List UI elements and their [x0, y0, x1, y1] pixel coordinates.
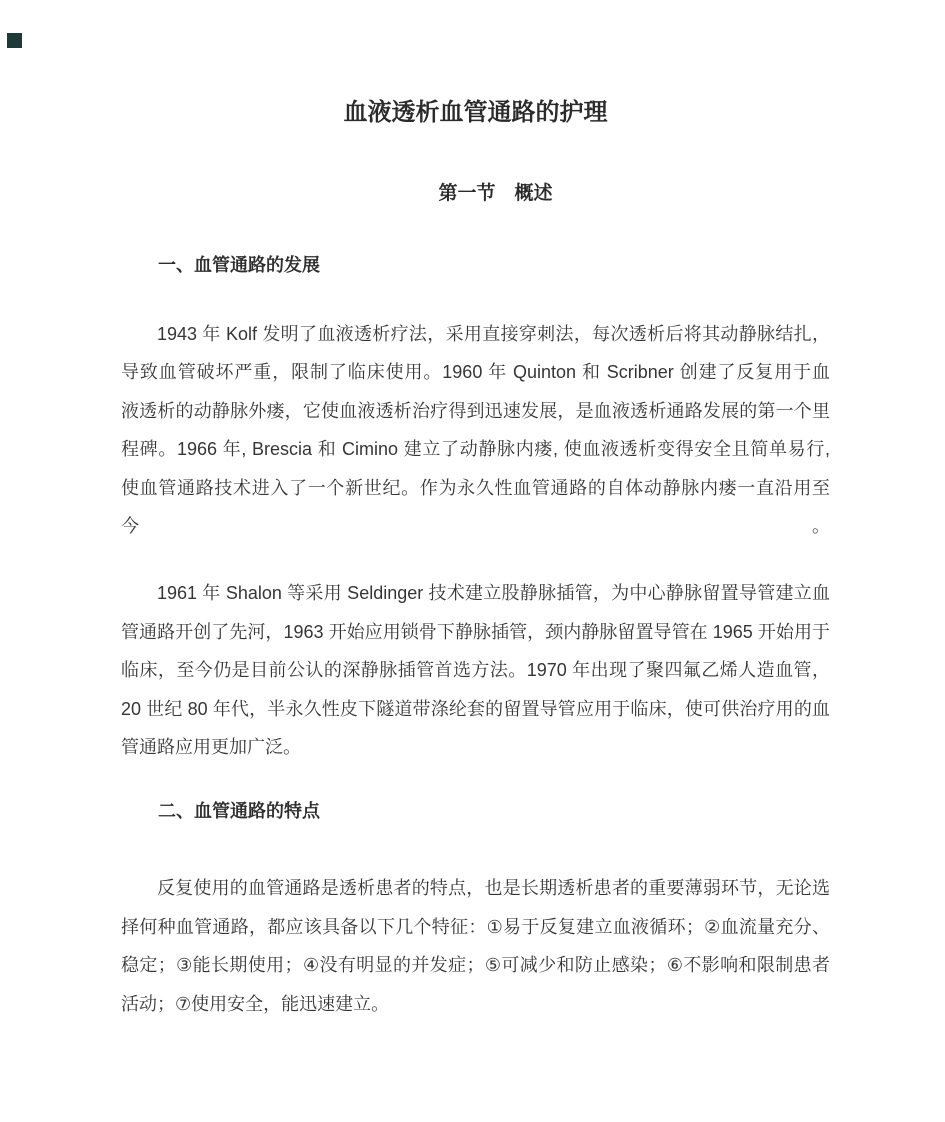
paragraph-features — [121, 869, 830, 1023]
text-line: 1943 年 Kolf 发明了血液透析疗法，采用直接穿刺法，每次透析后将其动静脉结扎， — [157, 324, 830, 344]
section-heading: 第一节 概述 — [438, 183, 553, 204]
heading-vascular-access-features: 二、血管通路的特点 — [158, 801, 320, 822]
text-line: 管通路开创了先河，1963 开始应用锁骨下静脉插管，颈内静脉留置导管在 1965 开始用于 — [121, 621, 830, 642]
text-line: 导致血管破坏严重，限制了临床使用。1960 年 Quinton 和 Scribner 创建了反复用于血 — [121, 362, 830, 383]
text-line: 液透析的动静脉外瘘，它使血液透析治疗得到迅速发展，是血液透析通路发展的第一个里 — [121, 400, 830, 421]
text-line: 反复使用的血管通路是透析患者的特点，也是长期透析患者的重要薄弱环节，无论选 — [157, 878, 830, 899]
text-line: 程碑。1966 年, Brescia 和 Cimino 建立了动静脉内瘘, 使血液透析变得安全且简单易行, — [121, 439, 830, 460]
text-line: 活动；⑦使用安全，能迅速建立。 — [121, 993, 390, 1014]
page-title: 血液透析血管通路的护理 — [343, 99, 608, 126]
text-line: 管通路应用更加广泛。 — [121, 737, 301, 758]
paragraph-development — [121, 315, 830, 545]
text-line: 择何种血管通路，都应该具备以下几个特征：①易于反复建立血液循环；②血流量充分、 — [121, 916, 830, 937]
text-line: 稳定；③能长期使用；④没有明显的并发症；⑤可减少和防止感染；⑥不影响和限制患者 — [121, 955, 830, 976]
text-line: 使血管通路技术进入了一个新世纪。作为永久性血管通路的自体动静脉内瘘一直沿用至今。 — [121, 477, 830, 537]
corner-marker — [7, 33, 22, 48]
document-content — [0, 96, 945, 1023]
text-line: 20 世纪 80 年代，半永久性皮下隧道带涤纶套的留置导管应用于临床，使可供治疗用的血 — [121, 698, 830, 719]
paragraph-catheter-history — [121, 574, 830, 766]
text-line: 临床，至今仍是目前公认的深静脉插管首选方法。1970 年出现了聚四氟乙烯人造血管， — [121, 660, 830, 681]
text-line: 1961 年 Shalon 等采用 Seldinger 技术建立股静脉插管，为中心静脉留置导管建立血 — [157, 583, 830, 604]
heading-vascular-access-development: 一、血管通路的发展 — [158, 255, 320, 275]
